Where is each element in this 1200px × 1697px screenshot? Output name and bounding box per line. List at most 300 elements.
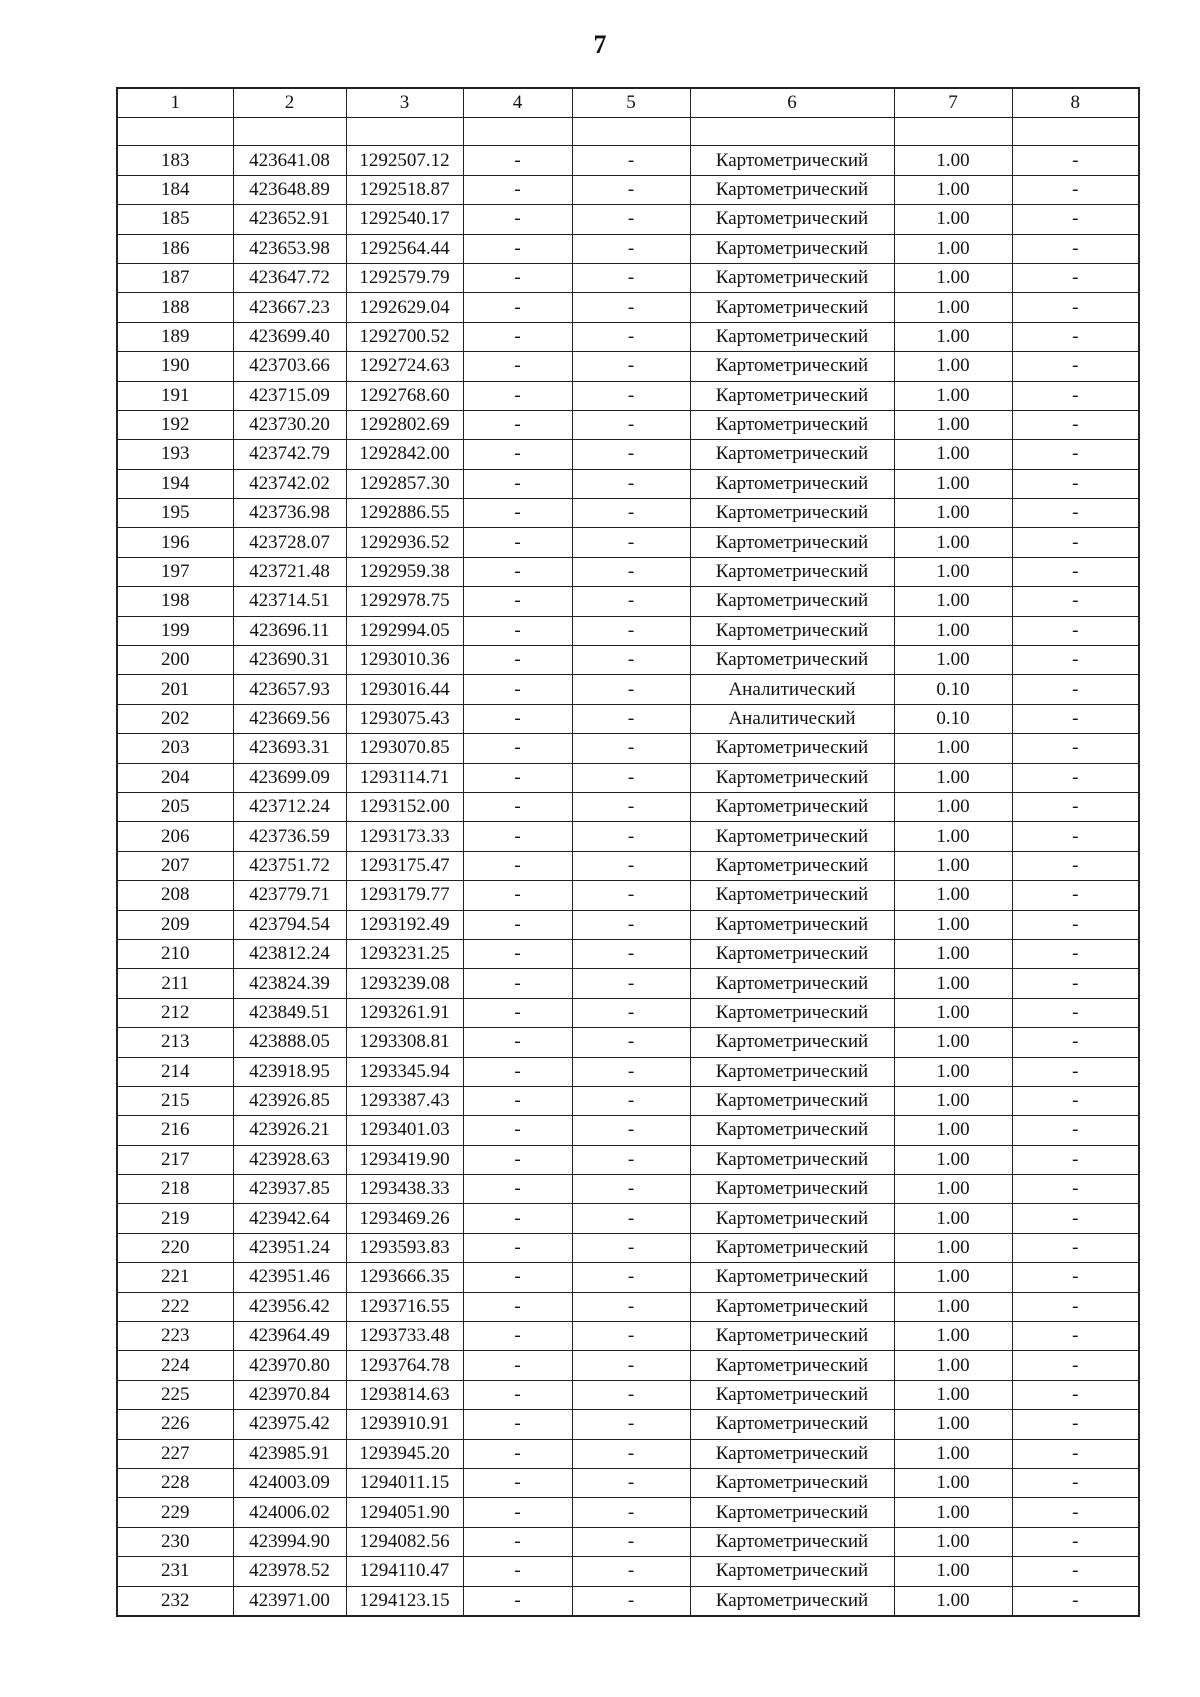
table-row (117, 910, 1139, 939)
accuracy-cell: 1.00 (894, 881, 1012, 910)
x-coordinate-cell: 423721.48 (233, 557, 346, 586)
method-cell: Картометрический (690, 1557, 894, 1586)
col5-cell: - (572, 1145, 690, 1174)
y-coordinate-cell: 1294051.90 (346, 1498, 463, 1527)
point-number-cell: 186 (117, 234, 233, 263)
col4-cell: - (463, 587, 572, 616)
col8-cell: - (1012, 499, 1139, 528)
point-number-cell: 220 (117, 1233, 233, 1262)
point-number-cell: 200 (117, 646, 233, 675)
table-row (117, 763, 1139, 792)
point-number-cell: 219 (117, 1204, 233, 1233)
point-number-cell: 203 (117, 734, 233, 763)
method-cell: Картометрический (690, 1380, 894, 1409)
y-coordinate-cell: 1293469.26 (346, 1204, 463, 1233)
method-cell: Картометрический (690, 1175, 894, 1204)
col5-cell: - (572, 410, 690, 439)
method-cell: Картометрический (690, 734, 894, 763)
col8-cell: - (1012, 1410, 1139, 1439)
y-coordinate-cell: 1292507.12 (346, 146, 463, 175)
y-coordinate-cell: 1294082.56 (346, 1527, 463, 1556)
table-row (117, 1028, 1139, 1057)
accuracy-cell: 1.00 (894, 763, 1012, 792)
method-cell: Картометрический (690, 381, 894, 410)
col4-cell: - (463, 1175, 572, 1204)
method-cell: Картометрический (690, 792, 894, 821)
accuracy-cell: 1.00 (894, 146, 1012, 175)
method-cell: Картометрический (690, 1204, 894, 1233)
table-row (117, 822, 1139, 851)
col5-cell: - (572, 881, 690, 910)
accuracy-cell: 1.00 (894, 851, 1012, 880)
method-cell: Картометрический (690, 1028, 894, 1057)
method-cell: Картометрический (690, 499, 894, 528)
x-coordinate-cell: 423918.95 (233, 1057, 346, 1086)
table-row (117, 205, 1139, 234)
y-coordinate-cell: 1293345.94 (346, 1057, 463, 1086)
y-coordinate-cell: 1293593.83 (346, 1233, 463, 1262)
empty-cell (690, 118, 894, 146)
col4-cell: - (463, 763, 572, 792)
y-coordinate-cell: 1293192.49 (346, 910, 463, 939)
empty-cell (463, 118, 572, 146)
col5-cell: - (572, 1322, 690, 1351)
method-cell: Картометрический (690, 1292, 894, 1321)
col4-cell: - (463, 1498, 572, 1527)
col8-cell: - (1012, 675, 1139, 704)
empty-cell (894, 118, 1012, 146)
col4-cell: - (463, 1263, 572, 1292)
table-row (117, 1322, 1139, 1351)
col4-cell: - (463, 1086, 572, 1115)
col4-cell: - (463, 1204, 572, 1233)
col5-cell: - (572, 1527, 690, 1556)
accuracy-cell: 1.00 (894, 1439, 1012, 1468)
col5-cell: - (572, 1557, 690, 1586)
col8-cell: - (1012, 175, 1139, 204)
col5-cell: - (572, 1233, 690, 1262)
col4-cell: - (463, 1145, 572, 1174)
x-coordinate-cell: 424006.02 (233, 1498, 346, 1527)
accuracy-cell: 1.00 (894, 998, 1012, 1027)
col8-cell: - (1012, 881, 1139, 910)
point-number-cell: 229 (117, 1498, 233, 1527)
table-row (117, 410, 1139, 439)
col8-cell: - (1012, 1351, 1139, 1380)
y-coordinate-cell: 1292857.30 (346, 469, 463, 498)
col5-cell: - (572, 851, 690, 880)
point-number-cell: 205 (117, 792, 233, 821)
y-coordinate-cell: 1292978.75 (346, 587, 463, 616)
y-coordinate-cell: 1293175.47 (346, 851, 463, 880)
col8-cell: - (1012, 763, 1139, 792)
method-cell: Аналитический (690, 704, 894, 733)
col4-cell: - (463, 1233, 572, 1262)
method-cell: Картометрический (690, 1351, 894, 1380)
col8-cell: - (1012, 851, 1139, 880)
col4-cell: - (463, 1116, 572, 1145)
x-coordinate-cell: 423648.89 (233, 175, 346, 204)
y-coordinate-cell: 1293419.90 (346, 1145, 463, 1174)
table-row (117, 1586, 1139, 1616)
method-cell: Картометрический (690, 822, 894, 851)
x-coordinate-cell: 423975.42 (233, 1410, 346, 1439)
point-number-cell: 193 (117, 440, 233, 469)
col5-cell: - (572, 910, 690, 939)
x-coordinate-cell: 423742.02 (233, 469, 346, 498)
table-row (117, 1175, 1139, 1204)
accuracy-cell: 1.00 (894, 469, 1012, 498)
col5-cell: - (572, 1086, 690, 1115)
col4-cell: - (463, 410, 572, 439)
y-coordinate-cell: 1294110.47 (346, 1557, 463, 1586)
col4-cell: - (463, 1410, 572, 1439)
table-row (117, 939, 1139, 968)
y-coordinate-cell: 1293716.55 (346, 1292, 463, 1321)
method-cell: Картометрический (690, 1322, 894, 1351)
y-coordinate-cell: 1294123.15 (346, 1586, 463, 1616)
col4-cell: - (463, 792, 572, 821)
x-coordinate-cell: 423888.05 (233, 1028, 346, 1057)
accuracy-cell: 1.00 (894, 322, 1012, 351)
x-coordinate-cell: 423926.21 (233, 1116, 346, 1145)
col8-cell: - (1012, 557, 1139, 586)
x-coordinate-cell: 423812.24 (233, 939, 346, 968)
accuracy-cell: 1.00 (894, 1292, 1012, 1321)
y-coordinate-cell: 1293070.85 (346, 734, 463, 763)
empty-cell (572, 118, 690, 146)
point-number-cell: 232 (117, 1586, 233, 1616)
col4-cell: - (463, 1292, 572, 1321)
x-coordinate-cell: 423652.91 (233, 205, 346, 234)
col4-cell: - (463, 175, 572, 204)
accuracy-cell: 1.00 (894, 528, 1012, 557)
method-cell: Картометрический (690, 175, 894, 204)
col4-cell: - (463, 939, 572, 968)
point-number-cell: 216 (117, 1116, 233, 1145)
col4-cell: - (463, 352, 572, 381)
col5-cell: - (572, 1380, 690, 1409)
col4-cell: - (463, 1028, 572, 1057)
method-cell: Картометрический (690, 587, 894, 616)
y-coordinate-cell: 1294011.15 (346, 1468, 463, 1497)
col5-cell: - (572, 616, 690, 645)
point-number-cell: 198 (117, 587, 233, 616)
x-coordinate-cell: 423730.20 (233, 410, 346, 439)
table-row (117, 1292, 1139, 1321)
accuracy-cell: 1.00 (894, 1380, 1012, 1409)
y-coordinate-cell: 1293387.43 (346, 1086, 463, 1115)
method-cell: Картометрический (690, 528, 894, 557)
accuracy-cell: 1.00 (894, 1028, 1012, 1057)
point-number-cell: 208 (117, 881, 233, 910)
col8-cell: - (1012, 616, 1139, 645)
col5-cell: - (572, 675, 690, 704)
accuracy-cell: 1.00 (894, 587, 1012, 616)
y-coordinate-cell: 1292959.38 (346, 557, 463, 586)
col8-cell: - (1012, 587, 1139, 616)
point-number-cell: 212 (117, 998, 233, 1027)
table-row (117, 1116, 1139, 1145)
y-coordinate-cell: 1293814.63 (346, 1380, 463, 1409)
accuracy-cell: 1.00 (894, 1498, 1012, 1527)
col8-cell: - (1012, 998, 1139, 1027)
col8-cell: - (1012, 1175, 1139, 1204)
point-number-cell: 215 (117, 1086, 233, 1115)
col4-cell: - (463, 499, 572, 528)
point-number-cell: 210 (117, 939, 233, 968)
point-number-cell: 202 (117, 704, 233, 733)
col8-cell: - (1012, 646, 1139, 675)
point-number-cell: 190 (117, 352, 233, 381)
col4-cell: - (463, 998, 572, 1027)
empty-cell (117, 118, 233, 146)
point-number-cell: 231 (117, 1557, 233, 1586)
accuracy-cell: 1.00 (894, 1263, 1012, 1292)
x-coordinate-cell: 423970.80 (233, 1351, 346, 1380)
column-header: 4 (463, 88, 572, 118)
accuracy-cell: 0.10 (894, 675, 1012, 704)
y-coordinate-cell: 1293945.20 (346, 1439, 463, 1468)
method-cell: Картометрический (690, 263, 894, 292)
col5-cell: - (572, 734, 690, 763)
col5-cell: - (572, 352, 690, 381)
table-row (117, 616, 1139, 645)
col8-cell: - (1012, 1380, 1139, 1409)
x-coordinate-cell: 423699.40 (233, 322, 346, 351)
accuracy-cell: 1.00 (894, 1057, 1012, 1086)
accuracy-cell: 1.00 (894, 263, 1012, 292)
col5-cell: - (572, 1498, 690, 1527)
accuracy-cell: 1.00 (894, 175, 1012, 204)
point-number-cell: 223 (117, 1322, 233, 1351)
x-coordinate-cell: 423690.31 (233, 646, 346, 675)
blank-row (117, 118, 1139, 146)
x-coordinate-cell: 423715.09 (233, 381, 346, 410)
method-cell: Картометрический (690, 910, 894, 939)
point-number-cell: 184 (117, 175, 233, 204)
col8-cell: - (1012, 1057, 1139, 1086)
y-coordinate-cell: 1293308.81 (346, 1028, 463, 1057)
accuracy-cell: 1.00 (894, 1086, 1012, 1115)
table-row (117, 557, 1139, 586)
col5-cell: - (572, 1175, 690, 1204)
point-number-cell: 222 (117, 1292, 233, 1321)
col8-cell: - (1012, 352, 1139, 381)
x-coordinate-cell: 424003.09 (233, 1468, 346, 1497)
y-coordinate-cell: 1292629.04 (346, 293, 463, 322)
point-number-cell: 211 (117, 969, 233, 998)
col8-cell: - (1012, 1557, 1139, 1586)
point-number-cell: 221 (117, 1263, 233, 1292)
col8-cell: - (1012, 440, 1139, 469)
method-cell: Картометрический (690, 1233, 894, 1262)
col5-cell: - (572, 1057, 690, 1086)
col4-cell: - (463, 322, 572, 351)
col4-cell: - (463, 1351, 572, 1380)
col4-cell: - (463, 881, 572, 910)
x-coordinate-cell: 423779.71 (233, 881, 346, 910)
x-coordinate-cell: 423736.98 (233, 499, 346, 528)
accuracy-cell: 1.00 (894, 910, 1012, 939)
col4-cell: - (463, 822, 572, 851)
accuracy-cell: 1.00 (894, 410, 1012, 439)
point-number-cell: 187 (117, 263, 233, 292)
col8-cell: - (1012, 1028, 1139, 1057)
accuracy-cell: 1.00 (894, 557, 1012, 586)
table-row (117, 1410, 1139, 1439)
col5-cell: - (572, 440, 690, 469)
col4-cell: - (463, 469, 572, 498)
col8-cell: - (1012, 263, 1139, 292)
col5-cell: - (572, 1439, 690, 1468)
x-coordinate-cell: 423703.66 (233, 352, 346, 381)
col5-cell: - (572, 234, 690, 263)
x-coordinate-cell: 423699.09 (233, 763, 346, 792)
table-row (117, 293, 1139, 322)
table-row (117, 969, 1139, 998)
col5-cell: - (572, 939, 690, 968)
point-number-cell: 217 (117, 1145, 233, 1174)
table-row (117, 1557, 1139, 1586)
x-coordinate-cell: 423964.49 (233, 1322, 346, 1351)
point-number-cell: 224 (117, 1351, 233, 1380)
method-cell: Картометрический (690, 998, 894, 1027)
col4-cell: - (463, 557, 572, 586)
point-number-cell: 204 (117, 763, 233, 792)
table-row (117, 1527, 1139, 1556)
point-number-cell: 195 (117, 499, 233, 528)
col8-cell: - (1012, 1263, 1139, 1292)
col4-cell: - (463, 528, 572, 557)
col4-cell: - (463, 1468, 572, 1497)
col5-cell: - (572, 469, 690, 498)
col5-cell: - (572, 557, 690, 586)
accuracy-cell: 1.00 (894, 1145, 1012, 1174)
accuracy-cell: 1.00 (894, 499, 1012, 528)
method-cell: Картометрический (690, 1468, 894, 1497)
col5-cell: - (572, 969, 690, 998)
y-coordinate-cell: 1293733.48 (346, 1322, 463, 1351)
method-cell: Картометрический (690, 616, 894, 645)
col4-cell: - (463, 440, 572, 469)
table-body (117, 118, 1139, 1616)
col8-cell: - (1012, 234, 1139, 263)
col8-cell: - (1012, 410, 1139, 439)
x-coordinate-cell: 423657.93 (233, 675, 346, 704)
column-header: 8 (1012, 88, 1139, 118)
table-row (117, 851, 1139, 880)
col8-cell: - (1012, 734, 1139, 763)
col8-cell: - (1012, 910, 1139, 939)
col5-cell: - (572, 704, 690, 733)
point-number-cell: 185 (117, 205, 233, 234)
col4-cell: - (463, 1439, 572, 1468)
col4-cell: - (463, 675, 572, 704)
accuracy-cell: 1.00 (894, 939, 1012, 968)
table-row (117, 528, 1139, 557)
col8-cell: - (1012, 822, 1139, 851)
method-cell: Картометрический (690, 1263, 894, 1292)
table-row (117, 1145, 1139, 1174)
col5-cell: - (572, 646, 690, 675)
point-number-cell: 196 (117, 528, 233, 557)
table-row (117, 587, 1139, 616)
col8-cell: - (1012, 969, 1139, 998)
col5-cell: - (572, 1204, 690, 1233)
y-coordinate-cell: 1293910.91 (346, 1410, 463, 1439)
method-cell: Картометрический (690, 1086, 894, 1115)
col5-cell: - (572, 175, 690, 204)
col8-cell: - (1012, 939, 1139, 968)
col5-cell: - (572, 1351, 690, 1380)
method-cell: Картометрический (690, 557, 894, 586)
point-number-cell: 214 (117, 1057, 233, 1086)
point-number-cell: 199 (117, 616, 233, 645)
col4-cell: - (463, 1557, 572, 1586)
col4-cell: - (463, 234, 572, 263)
x-coordinate-cell: 423794.54 (233, 910, 346, 939)
col8-cell: - (1012, 704, 1139, 733)
point-number-cell: 230 (117, 1527, 233, 1556)
method-cell: Картометрический (690, 969, 894, 998)
col8-cell: - (1012, 1086, 1139, 1115)
column-header: 2 (233, 88, 346, 118)
col8-cell: - (1012, 322, 1139, 351)
x-coordinate-cell: 423937.85 (233, 1175, 346, 1204)
table-row (117, 1468, 1139, 1497)
table-row (117, 381, 1139, 410)
method-cell: Картометрический (690, 881, 894, 910)
y-coordinate-cell: 1292579.79 (346, 263, 463, 292)
accuracy-cell: 1.00 (894, 352, 1012, 381)
y-coordinate-cell: 1292802.69 (346, 410, 463, 439)
x-coordinate-cell: 423951.24 (233, 1233, 346, 1262)
col5-cell: - (572, 1410, 690, 1439)
col8-cell: - (1012, 1116, 1139, 1145)
table-row (117, 1380, 1139, 1409)
accuracy-cell: 1.00 (894, 1468, 1012, 1497)
col8-cell: - (1012, 792, 1139, 821)
accuracy-cell: 1.00 (894, 381, 1012, 410)
col8-cell: - (1012, 146, 1139, 175)
col4-cell: - (463, 969, 572, 998)
point-number-cell: 201 (117, 675, 233, 704)
y-coordinate-cell: 1293438.33 (346, 1175, 463, 1204)
table-row (117, 352, 1139, 381)
col8-cell: - (1012, 1233, 1139, 1262)
col5-cell: - (572, 763, 690, 792)
col4-cell: - (463, 734, 572, 763)
table-row (117, 469, 1139, 498)
y-coordinate-cell: 1293666.35 (346, 1263, 463, 1292)
method-cell: Картометрический (690, 146, 894, 175)
y-coordinate-cell: 1293179.77 (346, 881, 463, 910)
x-coordinate-cell: 423985.91 (233, 1439, 346, 1468)
point-number-cell: 192 (117, 410, 233, 439)
accuracy-cell: 1.00 (894, 734, 1012, 763)
point-number-cell: 227 (117, 1439, 233, 1468)
table-row (117, 734, 1139, 763)
method-cell: Картометрический (690, 1439, 894, 1468)
y-coordinate-cell: 1293239.08 (346, 969, 463, 998)
column-header: 7 (894, 88, 1012, 118)
col5-cell: - (572, 792, 690, 821)
table-row (117, 1086, 1139, 1115)
point-number-cell: 207 (117, 851, 233, 880)
method-cell: Картометрический (690, 646, 894, 675)
col4-cell: - (463, 381, 572, 410)
